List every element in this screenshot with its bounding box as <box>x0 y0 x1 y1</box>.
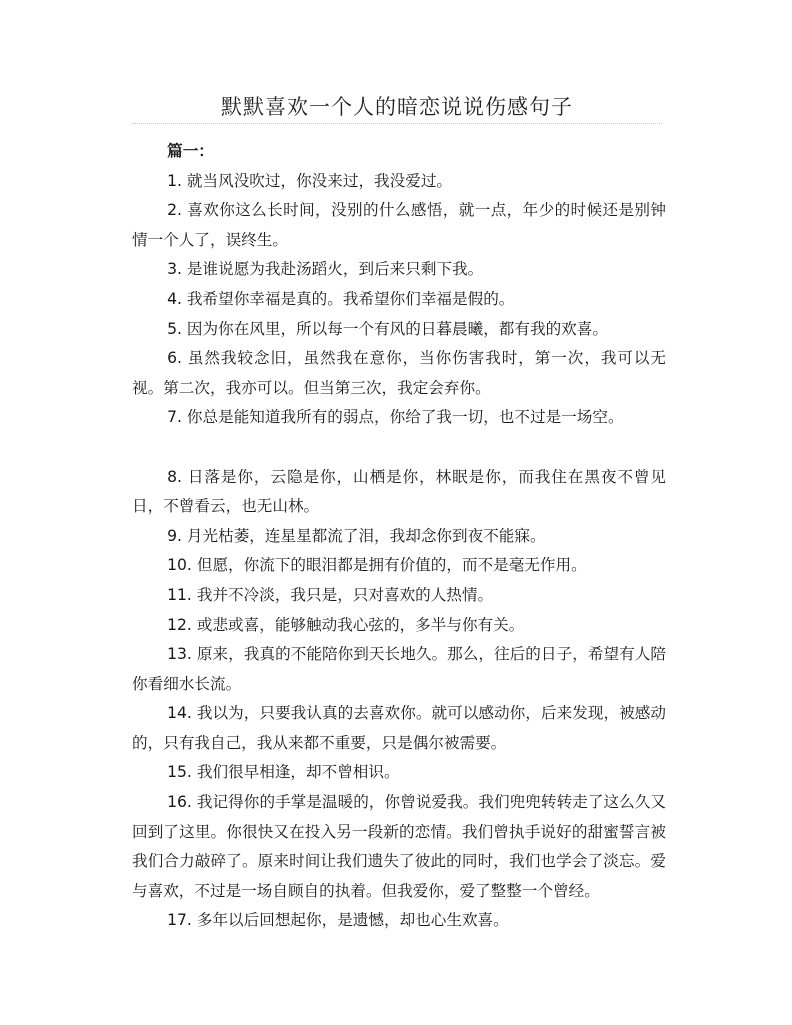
paragraph-1: 1. 就当风没吹过，你没来过，我没爱过。 <box>167 171 453 190</box>
document-title: 默默喜欢一个人的暗恋说说伤感句子 <box>221 95 573 119</box>
paragraph-12: 12. 或悲或喜，能够触动我心弦的，多半与你有关。 <box>167 615 525 634</box>
paragraph-8: 8. 日落是你，云隐是你，山栖是你，林眠是你，而我住在黑夜不曾见日，不曾看云，也无山林。 <box>132 467 666 516</box>
paragraph-5: 5. 因为你在风里，所以每一个有风的日暮晨曦，都有我的欢喜。 <box>167 319 608 338</box>
section-heading: 篇一： <box>167 142 214 160</box>
paragraph-11: 11. 我并不冷淡，我只是，只对喜欢的人热情。 <box>167 585 494 604</box>
paragraph-9: 9. 月光枯萎，连星星都流了泪，我却念你到夜不能寐。 <box>167 526 546 545</box>
paragraph-15: 15. 我们很早相逢，却不曾相识。 <box>167 763 400 782</box>
paragraph-6: 6. 虽然我较念旧，虽然我在意你，当你伤害我时，第一次，我可以无视。第二次，我亦可以。但当第三次，我定会弃你。 <box>132 349 666 397</box>
paragraph-2: 2. 喜欢你这么长时间，没别的什么感悟，就一点，年少的时候还是别钟情一个人了，误终生。 <box>132 201 666 249</box>
title-divider <box>132 123 662 124</box>
paragraph-10: 10. 但愿，你流下的眼泪都是拥有价值的，而不是毫无作用。 <box>167 556 587 575</box>
paragraph-3: 3. 是谁说愿为我赴汤蹈火，到后来只剩下我。 <box>167 260 484 279</box>
paragraph-17: 17. 多年以后回想起你，是遗憾，却也心生欢喜。 <box>167 911 509 930</box>
paragraph-14: 14. 我以为，只要我认真的去喜欢你。就可以感动你，后来发现，被感动的，只有我自己，我从来都不重要，只是偶尔被需要。 <box>132 704 666 752</box>
document-body <box>132 137 666 936</box>
paragraph-13: 13. 原来，我真的不能陪你到天长地久。那么，往后的日子，希望有人陪你看细水长流。 <box>132 645 666 693</box>
paragraph-7: 7. 你总是能知道我所有的弱点，你给了我一切，也不过是一场空。 <box>167 408 624 427</box>
blank-line <box>132 433 666 463</box>
paragraph-4: 4. 我希望你幸福是真的。我希望你们幸福是假的。 <box>167 289 515 308</box>
paragraph-16: 16. 我记得你的手掌是温暖的，你曾说爱我。我们兜兜转转走了这么久又回到了这里。你很快又在投入另一段新的恋情。我们曾执手说好的甜蜜誓言被我们合力敲碎了。原来时间让我们遗失了彼此的同时，我们也学会了淡忘。爱与喜欢，不过是一场自顾自的执着。但我爱你，爱了整整一个曾经。 <box>132 793 666 900</box>
